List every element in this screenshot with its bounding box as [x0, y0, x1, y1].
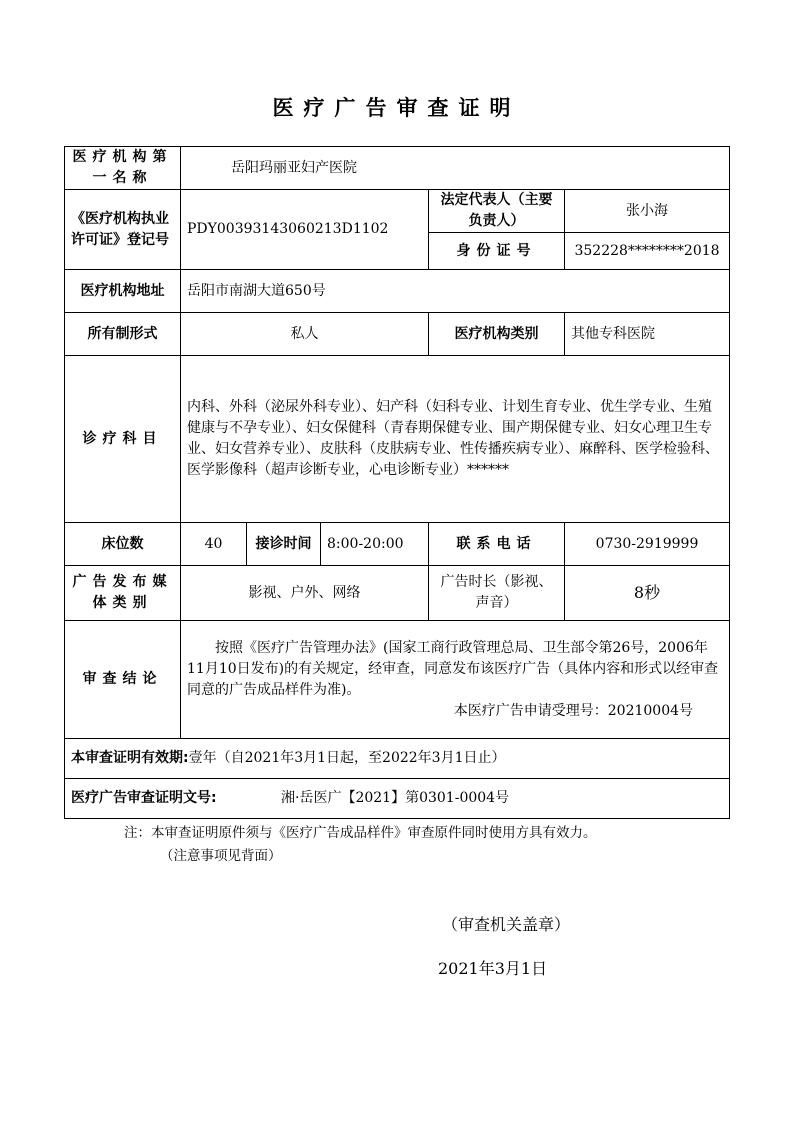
value-validity: 壹年（自2021年3月1日起，至2022年3月1日止） — [188, 750, 506, 766]
row-validity — [65, 739, 730, 779]
value-license-no: PDY00393143060213D1102 — [181, 190, 429, 270]
row-scope — [65, 356, 730, 523]
value-ownership: 私人 — [181, 313, 429, 356]
value-id-no: 352228********2018 — [565, 233, 730, 270]
value-phone: 0730-2919999 — [565, 523, 730, 566]
value-conclusion — [181, 621, 730, 739]
issue-date: 2021年3月1日 — [438, 959, 548, 978]
value-scope: 内科、外科（泌尿外科专业）、妇产科（妇科专业、计划生育专业、优生学专业、生殖健康与不孕专业）、妇女保健科（青春期保健专业、围产期保健专业、妇女心理卫生专业、妇女营养专业）、皮肤科（皮肤病专业、性传播疾病专业）、麻醉科、医学检验科、医学影像科（超声诊断专业，心电诊断专业）****** — [181, 356, 730, 523]
row-institution-name — [65, 147, 730, 190]
value-institution-name: 岳阳玛丽亚妇产医院 — [181, 147, 730, 190]
value-hours: 8:00-20:00 — [321, 523, 429, 566]
label-phone: 联系电话 — [429, 523, 565, 566]
validity-cell — [65, 739, 730, 779]
footnote-back: （注意事项见背面） — [160, 848, 282, 864]
label-id-no: 身份证号 — [429, 233, 565, 270]
label-address: 医疗机构地址 — [65, 270, 181, 313]
label-ownership: 所有制形式 — [65, 313, 181, 356]
certificate-table — [64, 146, 730, 819]
label-media: 广告发布媒体类别 — [65, 566, 181, 621]
label-scope: 诊疗科目 — [65, 356, 181, 523]
label-conclusion: 审查结论 — [65, 621, 181, 739]
value-doc-no: 湘·岳医广【2021】第0301-0004号 — [281, 790, 510, 806]
value-beds: 40 — [181, 523, 247, 566]
label-duration: 广告时长（影视、声音） — [429, 566, 565, 621]
doc-no-cell — [65, 779, 730, 819]
footnote: 注：本审查证明原件须与《医疗广告成品样件》审查原件同时使用方具有效力。 — [124, 825, 597, 841]
label-category: 医疗机构类别 — [429, 313, 565, 356]
label-institution-name: 医疗机构第一名称 — [65, 147, 181, 190]
row-address — [65, 270, 730, 313]
conclusion-text: 按照《医疗广告管理办法》(国家工商行政管理总局、卫生部令第26号，2006年11月10日发布)的有关规定，经审查，同意发布该医疗广告（具体内容和形式以经审查同意的广告成品样件为准)。 — [187, 639, 719, 698]
label-doc-no: 医疗广告审查证明文号: — [71, 790, 217, 806]
page-title: 医疗广告审查证明 — [272, 96, 521, 120]
value-legal-rep: 张小海 — [565, 190, 730, 233]
row-ownership — [65, 313, 730, 356]
application-number: 本医疗广告申请受理号：20210004号 — [453, 702, 694, 719]
label-hours: 接诊时间 — [247, 523, 321, 566]
row-conclusion — [65, 621, 730, 739]
value-media: 影视、户外、网络 — [181, 566, 429, 621]
value-duration: 8秒 — [565, 566, 730, 621]
row-beds — [65, 523, 730, 566]
label-legal-rep: 法定代表人（主要负责人） — [429, 190, 565, 233]
value-category: 其他专科医院 — [565, 313, 730, 356]
row-media — [65, 566, 730, 621]
stamp-label: （审查机关盖章） — [442, 915, 571, 934]
label-license-no: 《医疗机构执业许可证》登记号 — [65, 190, 181, 270]
value-address: 岳阳市南湖大道650号 — [181, 270, 730, 313]
row-license — [65, 190, 730, 233]
label-beds: 床位数 — [65, 523, 181, 566]
row-doc-no — [65, 779, 730, 819]
label-validity: 本审查证明有效期: — [71, 750, 189, 766]
